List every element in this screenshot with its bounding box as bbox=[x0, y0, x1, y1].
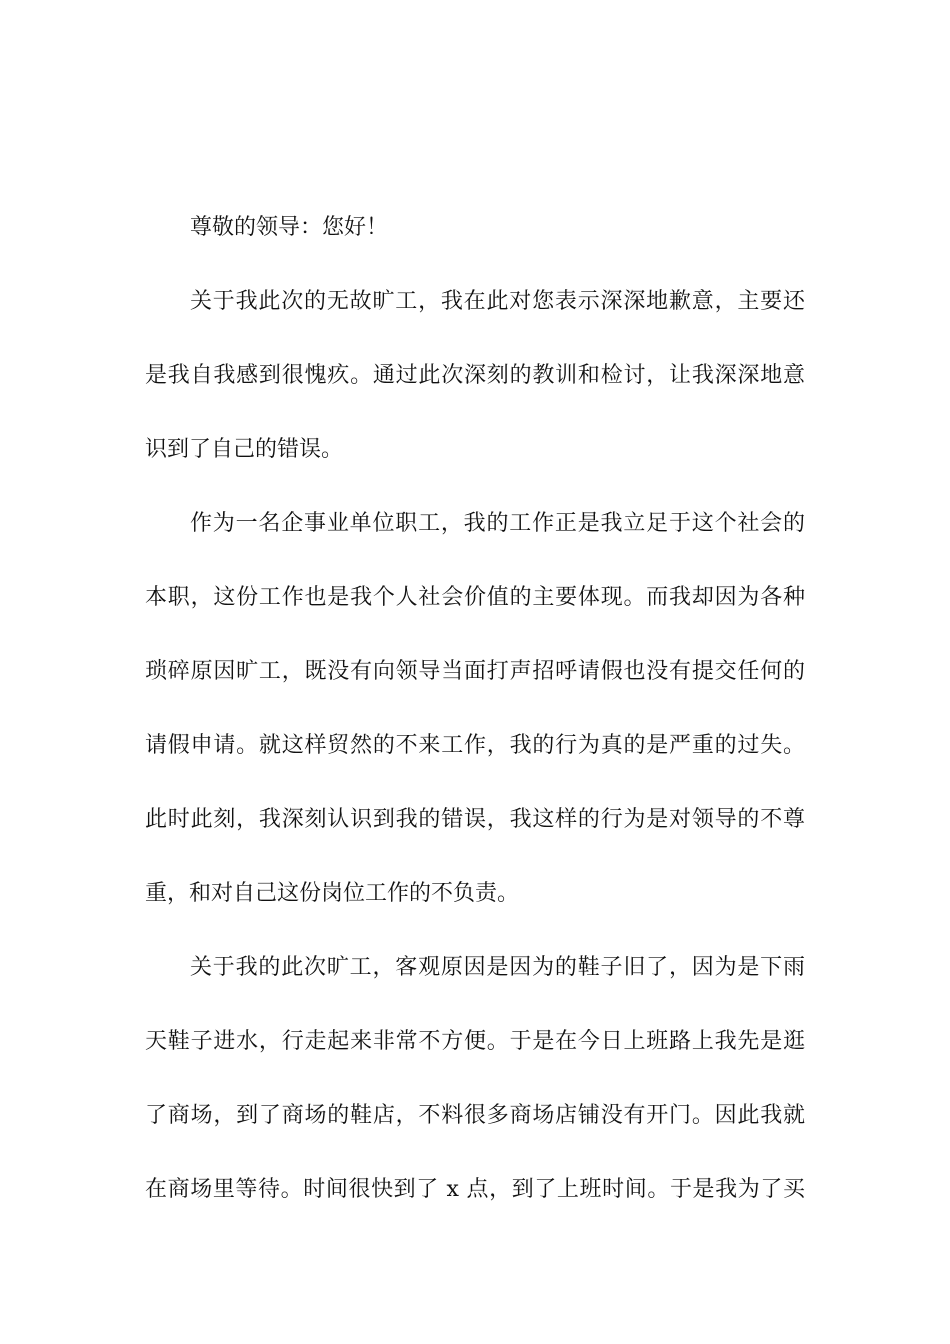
paragraph-2-line-6: 重，和对自己这份岗位工作的不负责。 bbox=[145, 881, 520, 906]
paragraph-2-line-4: 请假申请。就这样贸然的不来工作，我的行为真的是严重的过失。 bbox=[145, 733, 805, 758]
paragraph-3-line-4: 在商场里等待。时间很快到了 x 点，到了上班时间。于是我为了买 bbox=[145, 1177, 805, 1202]
paragraph-1-line-3: 识到了自己的错误。 bbox=[145, 437, 344, 462]
paragraph-2-line-1: 作为一名企事业单位职工，我的工作正是我立足于这个社会的 bbox=[190, 511, 805, 536]
paragraph-2-line-2: 本职，这份工作也是我个人社会价值的主要体现。而我却因为各种 bbox=[145, 585, 805, 610]
paragraph-3-line-2: 天鞋子进水，行走起来非常不方便。于是在今日上班路上我先是逛 bbox=[145, 1029, 805, 1054]
salutation-line: 尊敬的领导：您好！ bbox=[190, 215, 389, 240]
paragraph-3-line-3: 了商场，到了商场的鞋店，不料很多商场店铺没有开门。因此我就 bbox=[145, 1103, 805, 1128]
paragraph-2-line-5: 此时此刻，我深刻认识到我的错误，我这样的行为是对领导的不尊 bbox=[145, 807, 805, 832]
paragraph-1-line-2: 是我自我感到很愧疚。通过此次深刻的教训和检讨，让我深深地意 bbox=[145, 363, 805, 388]
paragraph-3-line-1: 关于我的此次旷工，客观原因是因为的鞋子旧了，因为是下雨 bbox=[190, 955, 805, 980]
paragraph-1-line-1: 关于我此次的无故旷工，我在此对您表示深深地歉意，主要还 bbox=[190, 289, 805, 314]
paragraph-2-line-3: 琐碎原因旷工，既没有向领导当面打声招呼请假也没有提交任何的 bbox=[145, 659, 805, 684]
